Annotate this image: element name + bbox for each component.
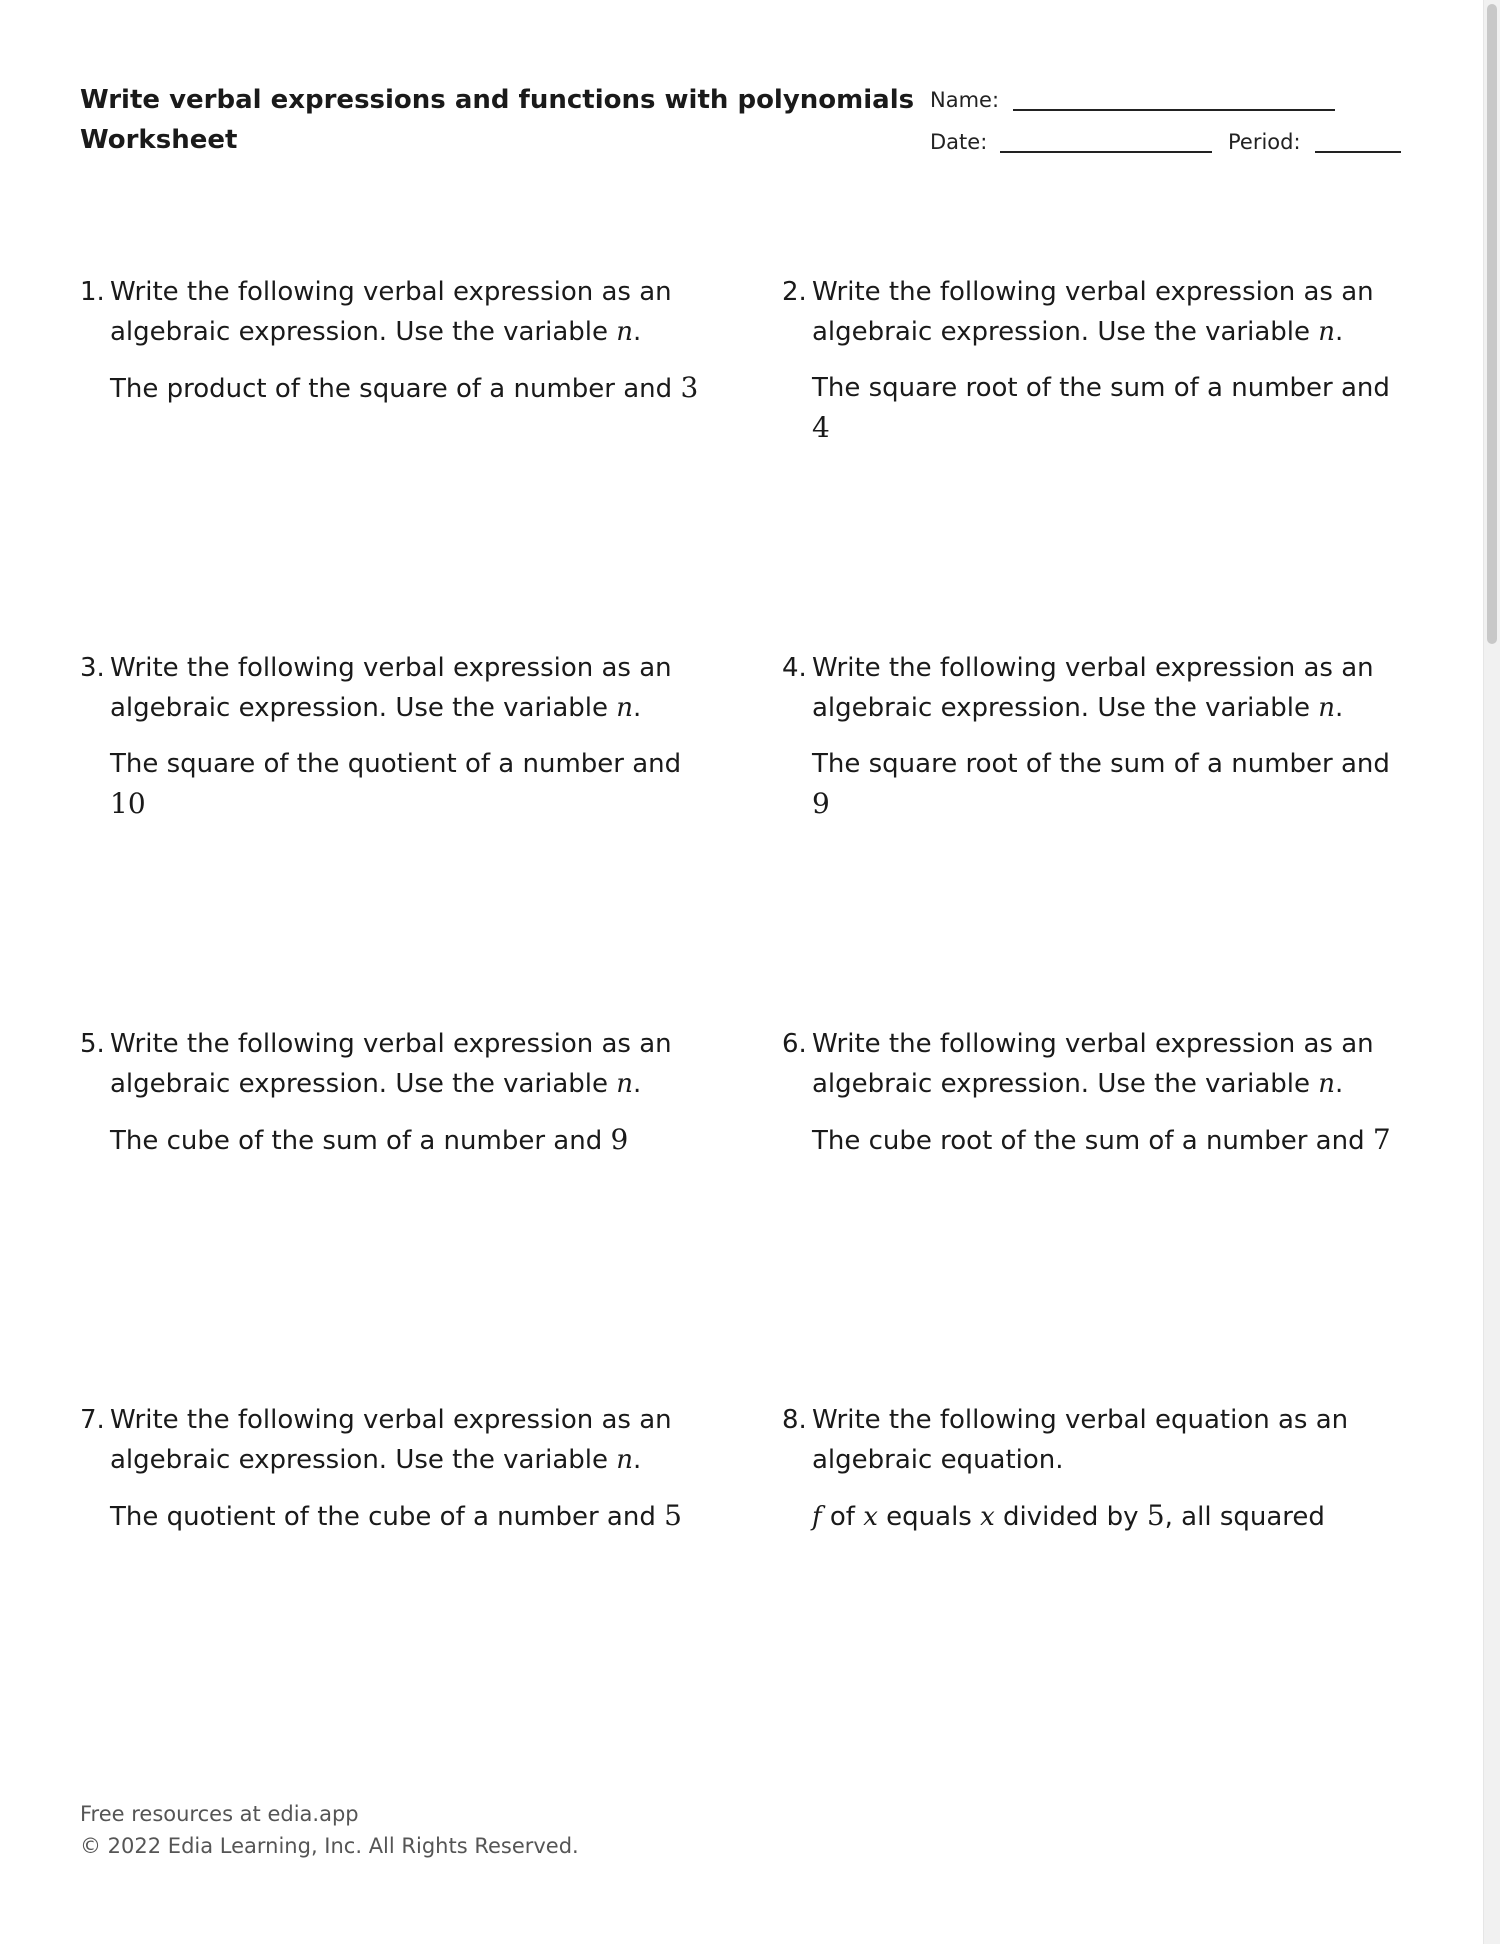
title-line-1: Write verbal expressions and functions with polynomials xyxy=(80,85,915,115)
problem-instruction-line2: algebraic expression. Use the variable n. xyxy=(110,693,642,723)
scrollbar-thumb[interactable] xyxy=(1487,4,1497,644)
date-field xyxy=(930,130,987,154)
verbal-expression: The cube root of the sum of a number and 7 xyxy=(812,1123,1391,1156)
footer xyxy=(80,1798,579,1862)
period-field xyxy=(1228,130,1301,154)
variable-x: x xyxy=(863,1502,878,1532)
problem-instruction-line1: Write the following verbal expression as an xyxy=(812,277,1374,307)
name-field xyxy=(930,88,999,112)
name-label: Name: xyxy=(930,88,1000,112)
problem-instruction-line1: Write the following verbal expression as an xyxy=(812,1029,1374,1059)
problem-number: 8. xyxy=(782,1405,807,1435)
verbal-equation: f of x equals x divided by 5, all squared xyxy=(812,1499,1325,1532)
problem-instruction-line2: algebraic expression. Use the variable n. xyxy=(812,1069,1344,1099)
variable-n: n xyxy=(616,317,634,347)
problem-instruction-line1: Write the following verbal expression as an xyxy=(110,1029,672,1059)
variable-n: n xyxy=(616,693,634,723)
expression-number: 9 xyxy=(812,787,830,820)
expression-number: 10 xyxy=(110,787,146,820)
verbal-expression: The square root of the sum of a number and 4 xyxy=(812,373,1390,444)
problem-instruction-line2: algebraic expression. Use the variable n. xyxy=(812,317,1344,347)
problem-instruction-line1: Write the following verbal expression as an xyxy=(110,653,672,683)
problem-number: 5. xyxy=(80,1029,105,1059)
function-f: f xyxy=(812,1502,822,1532)
problem-number: 3. xyxy=(80,653,105,683)
problem-instruction-line1: Write the following verbal equation as an xyxy=(812,1405,1349,1435)
variable-n: n xyxy=(616,1069,634,1099)
expression-number: 3 xyxy=(680,371,699,404)
problem-number: 6. xyxy=(782,1029,807,1059)
date-line[interactable] xyxy=(1000,151,1212,153)
expression-number: 7 xyxy=(1372,1123,1391,1156)
variable-n: n xyxy=(1318,693,1336,723)
worksheet-title xyxy=(80,80,914,160)
problem-instruction-line1: Write the following verbal expression as an xyxy=(110,1405,672,1435)
problem-instruction-line1: Write the following verbal expression as an xyxy=(110,277,672,307)
problem-number: 1. xyxy=(80,277,105,307)
problem-instruction-line2: algebraic expression. Use the variable n. xyxy=(812,693,1344,723)
footer-copyright: © 2022 Edia Learning, Inc. All Rights Reserved. xyxy=(80,1834,579,1858)
problem-instruction-line2: algebraic expression. Use the variable n. xyxy=(110,1445,642,1475)
period-line[interactable] xyxy=(1315,151,1401,153)
expression-number: 4 xyxy=(812,411,830,444)
expression-number: 5 xyxy=(664,1499,682,1532)
expression-number: 5 xyxy=(1146,1499,1165,1532)
expression-number: 9 xyxy=(610,1123,629,1156)
problem-number: 2. xyxy=(782,277,807,307)
verbal-expression: The quotient of the cube of a number and 5 xyxy=(110,1499,682,1532)
verbal-expression: The cube of the sum of a number and 9 xyxy=(110,1123,629,1156)
verbal-expression: The square of the quotient of a number and 10 xyxy=(110,749,682,820)
problem-instruction-line1: Write the following verbal expression as an xyxy=(812,653,1374,683)
variable-n: n xyxy=(1318,1069,1336,1099)
verbal-expression: The square root of the sum of a number and 9 xyxy=(812,749,1390,820)
title-line-2: Worksheet xyxy=(80,125,238,155)
variable-n: n xyxy=(616,1445,634,1475)
footer-resources: Free resources at edia.app xyxy=(80,1802,359,1826)
problem-instruction-line2: algebraic expression. Use the variable n. xyxy=(110,317,642,347)
period-label: Period: xyxy=(1228,130,1301,154)
vertical-scrollbar[interactable] xyxy=(1483,0,1500,1944)
problem-instruction-line2: algebraic expression. Use the variable n. xyxy=(110,1069,642,1099)
problem-number: 7. xyxy=(80,1405,105,1435)
variable-n: n xyxy=(1318,317,1336,347)
problem-instruction-line2: algebraic equation. xyxy=(812,1445,1064,1475)
variable-x: x xyxy=(980,1502,995,1532)
verbal-expression: The product of the square of a number and 3 xyxy=(110,371,699,404)
problem-number: 4. xyxy=(782,653,807,683)
date-label: Date: xyxy=(930,130,988,154)
name-line[interactable] xyxy=(1013,109,1335,111)
